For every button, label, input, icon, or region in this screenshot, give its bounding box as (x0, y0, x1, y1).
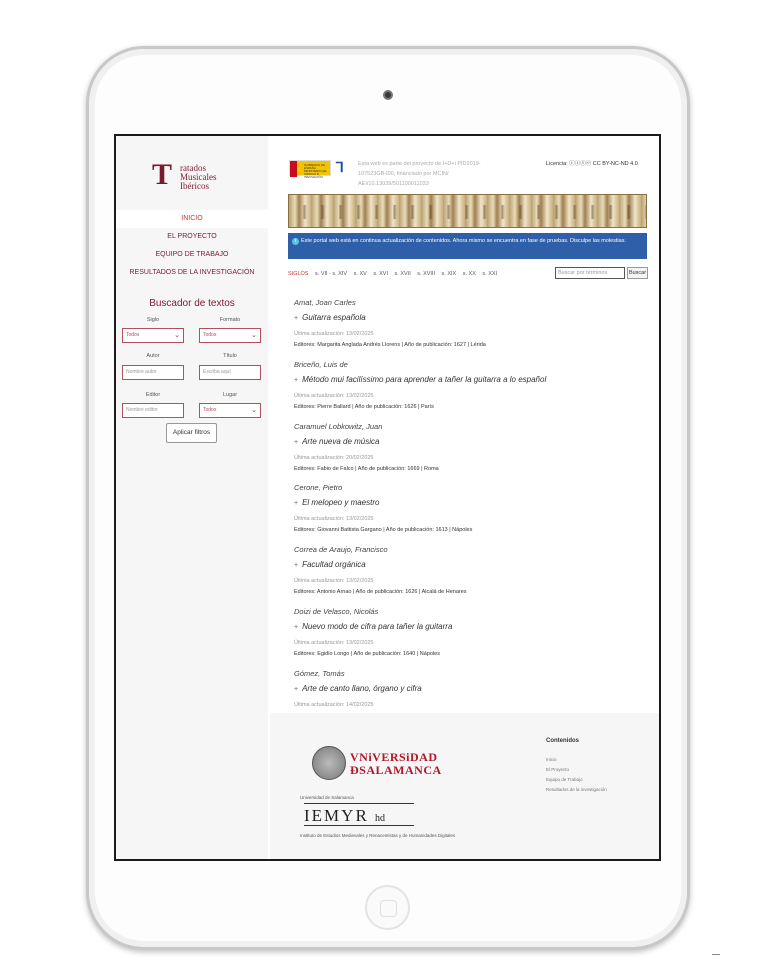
entry-updated: Última actualización: 13/02/2025 (294, 516, 374, 523)
footer-contents-title: Contenidos (546, 738, 579, 744)
formato-label: Formato (219, 317, 241, 323)
chevron-down-icon: ⌄ (174, 332, 180, 339)
logo-text-line: Musicales (180, 172, 217, 182)
century-link[interactable]: s. XXI (482, 271, 498, 277)
entry-updated: Última actualización: 13/02/2025 (294, 578, 374, 585)
entry-editors: Editores: Fabio de Falco | Año de publicación: 1669 | Roma (294, 465, 439, 472)
entry-author: Caramuel Lobkowitz, Juan (294, 421, 383, 431)
license-label: Licencia: (546, 161, 568, 167)
apply-filters-button[interactable]: Aplicar filtros (166, 423, 217, 443)
nav-item-inicio[interactable]: INICIO (116, 210, 268, 228)
iemyr-wordmark: IEMYR (304, 806, 369, 825)
usal-caption: Universidad de Salamanca (300, 795, 354, 800)
footer-link-resultados[interactable]: Resultados de la investigación (546, 787, 607, 792)
entry-updated: Última actualización: 13/02/2025 (294, 331, 374, 337)
list-item (294, 605, 644, 667)
entry-updated: Última actualización: 20/02/2025 (294, 454, 374, 461)
usal-line: VNiVERSiDAD (350, 750, 438, 764)
entry-title-text: El melopeo y maestro (302, 498, 380, 508)
century-link[interactable]: s. XIX (441, 271, 457, 277)
entry-editors: Editores: Egidio Longo | Año de publicación: 1640 | Nápoles (294, 650, 440, 657)
entry-author: Cerone, Pietro (294, 483, 343, 493)
logo-text-line: Ibéricos (180, 181, 209, 191)
footer-link-inicio[interactable]: Inicio (546, 757, 557, 762)
list-item (294, 481, 644, 543)
siglo-label: Siglo (146, 317, 160, 323)
century-link[interactable]: s. XVI (373, 271, 388, 277)
entry-author: Gómez, Tomás (294, 668, 345, 678)
license-info (546, 159, 656, 169)
entry-title[interactable] (294, 495, 644, 511)
entry-title-text: Arte de canto llano, órgano y cifra (302, 683, 422, 693)
filter-title: Buscador de textos (149, 298, 235, 309)
entry-title-text: Guitarra española (302, 313, 366, 322)
entry-editors: Editores: Pierre Ballard | Año de publicación: 1626 | París (294, 403, 434, 410)
iemyr-caption: Instituto de Estudios Medievales y Renacentistas y de Humanidades Digitales (300, 833, 456, 838)
entry-author: Briceño, Luis de (294, 359, 348, 369)
footer-link-proyecto[interactable]: El Proyecto (546, 767, 570, 772)
entry-title[interactable] (294, 310, 644, 326)
nav-item-resultados[interactable]: RESULTADOS DE LA INVESTIGACIÓN (129, 269, 255, 276)
titulo-label: Título (223, 353, 237, 359)
entry-updated: Última actualización: 13/02/2025 (294, 639, 374, 646)
search-button[interactable]: Buscar (627, 267, 648, 279)
list-item (294, 358, 644, 420)
chevron-down-icon: ⌄ (251, 407, 257, 414)
header-banner-image (288, 194, 647, 228)
license-value: CC BY-NC-ND 4.0 (592, 161, 638, 167)
entry-editors: Editores: Giovanni Battista Gargano | Año de publicación: 1613 | Nápoles (294, 527, 473, 534)
century-link[interactable]: s. VII - s. XIV (315, 271, 348, 277)
editor-input[interactable]: Nombre editor (122, 403, 184, 418)
flag-stripe (290, 161, 297, 177)
screen (114, 134, 661, 861)
info-icon: i (292, 238, 299, 245)
lugar-value: Todos (203, 407, 217, 413)
centuries-label: SIGLOS (288, 271, 309, 277)
expand-icon[interactable]: + (294, 623, 299, 631)
nav-item-el-proyecto[interactable]: EL PROYECTO (167, 233, 217, 240)
entry-title-text: Arte nueva de música (302, 436, 380, 446)
century-filter-bar (288, 271, 502, 277)
entry-title-text: Método mui facilíssimo para aprender a tañer la guitarra a lo español (302, 374, 547, 384)
century-link[interactable]: s. XVII (394, 271, 411, 277)
spain-government-logo (289, 160, 331, 179)
entry-editors: Editores: Margarita Anglada Andrés Llorens | Año de publicación: 1627 | Lérida (294, 342, 486, 348)
entry-updated: Última actualización: 14/02/2025 (294, 701, 374, 708)
lugar-select[interactable] (199, 403, 261, 418)
info-alert (288, 233, 647, 259)
sidebar (116, 136, 268, 859)
century-link[interactable]: s. XV (353, 271, 367, 277)
logo-text (180, 164, 217, 191)
treatise-list (294, 296, 644, 729)
list-item (294, 296, 644, 358)
titulo-input[interactable]: Escriba aquí (199, 365, 261, 380)
entry-editors: Editores: Antonio Arnao | Año de publicación: 1626 | Alcalá de Henares (294, 589, 467, 596)
chevron-down-icon: ⌄ (251, 332, 257, 339)
usal-line: ÐSALAMANCA (350, 763, 442, 777)
entry-title-text: Nuevo modo de cifra para tañer la guitarra (302, 621, 453, 631)
expand-icon[interactable]: + (294, 685, 299, 693)
entry-title[interactable] (294, 619, 644, 635)
site-logo[interactable] (152, 158, 232, 198)
entry-author: Doizi de Velasco, Nicolás (294, 606, 379, 616)
funding-text: Esta web es parte del proyecto de I+D+i PID2019-107523GB-I00, financiado por MCIN/ AEI/10.13039/501100011033 (358, 161, 481, 187)
century-link[interactable]: s. XX (462, 271, 476, 277)
search-input[interactable]: Buscar por términos (555, 267, 625, 279)
nav-item-equipo[interactable]: EQUIPO DE TRABAJO (155, 251, 229, 258)
autor-input[interactable]: Nombre autor (122, 365, 184, 380)
government-logo-text: GOBIERNO DE ESPAÑA · MINISTERIO DE CIENCIA E INNOVACIÓN (304, 163, 327, 179)
list-item (294, 420, 644, 482)
usal-wordmark (350, 751, 442, 777)
home-button[interactable] (365, 885, 410, 930)
entry-author: Correa de Araujo, Francisco (294, 545, 388, 555)
editor-label: Editor (145, 392, 161, 398)
expand-icon[interactable]: + (294, 438, 299, 446)
century-link[interactable]: s. XVIII (417, 271, 435, 277)
footer-link-equipo[interactable]: Equipo de Trabajo (546, 777, 583, 782)
siglo-select[interactable] (122, 328, 184, 343)
usal-logo[interactable] (312, 746, 452, 782)
autor-label: Autor (146, 353, 160, 359)
expand-icon[interactable]: + (294, 500, 299, 508)
iemyr-suffix: hd (375, 813, 386, 824)
entry-author: Amat, Joan Carles (294, 298, 356, 307)
entry-updated: Última actualización: 13/02/2025 (294, 392, 374, 399)
formato-select[interactable] (199, 328, 261, 343)
iemyr-logo[interactable] (304, 803, 414, 826)
entry-title[interactable] (294, 434, 644, 450)
entry-title[interactable] (294, 557, 644, 573)
expand-icon[interactable]: + (294, 562, 299, 570)
entry-title[interactable] (294, 681, 644, 697)
entry-title[interactable] (294, 372, 644, 388)
aei-logo: ⅂ (336, 159, 344, 175)
lugar-label: Lugar (222, 392, 238, 398)
camera-icon (383, 90, 393, 100)
divider (304, 825, 414, 826)
alert-text: Este portal web está en continua actualización de contenidos. Ahora mismo se encuentra en fase de pruebas. Disculpe las molestias. (301, 238, 626, 244)
expand-icon[interactable]: + (294, 315, 299, 322)
expand-icon[interactable]: + (294, 376, 299, 384)
cc-icon: ⓒⓘⓢⓔ (569, 161, 592, 167)
entry-title-text: Facultad orgánica (302, 560, 366, 570)
formato-value: Todos (203, 332, 217, 338)
logo-initial: T (152, 158, 173, 191)
footer (270, 713, 659, 859)
logo-text-line: ratados (180, 163, 206, 173)
list-item (294, 543, 644, 605)
university-seal-icon (312, 746, 346, 780)
divider (712, 954, 720, 955)
siglo-value: Todos (126, 332, 140, 338)
